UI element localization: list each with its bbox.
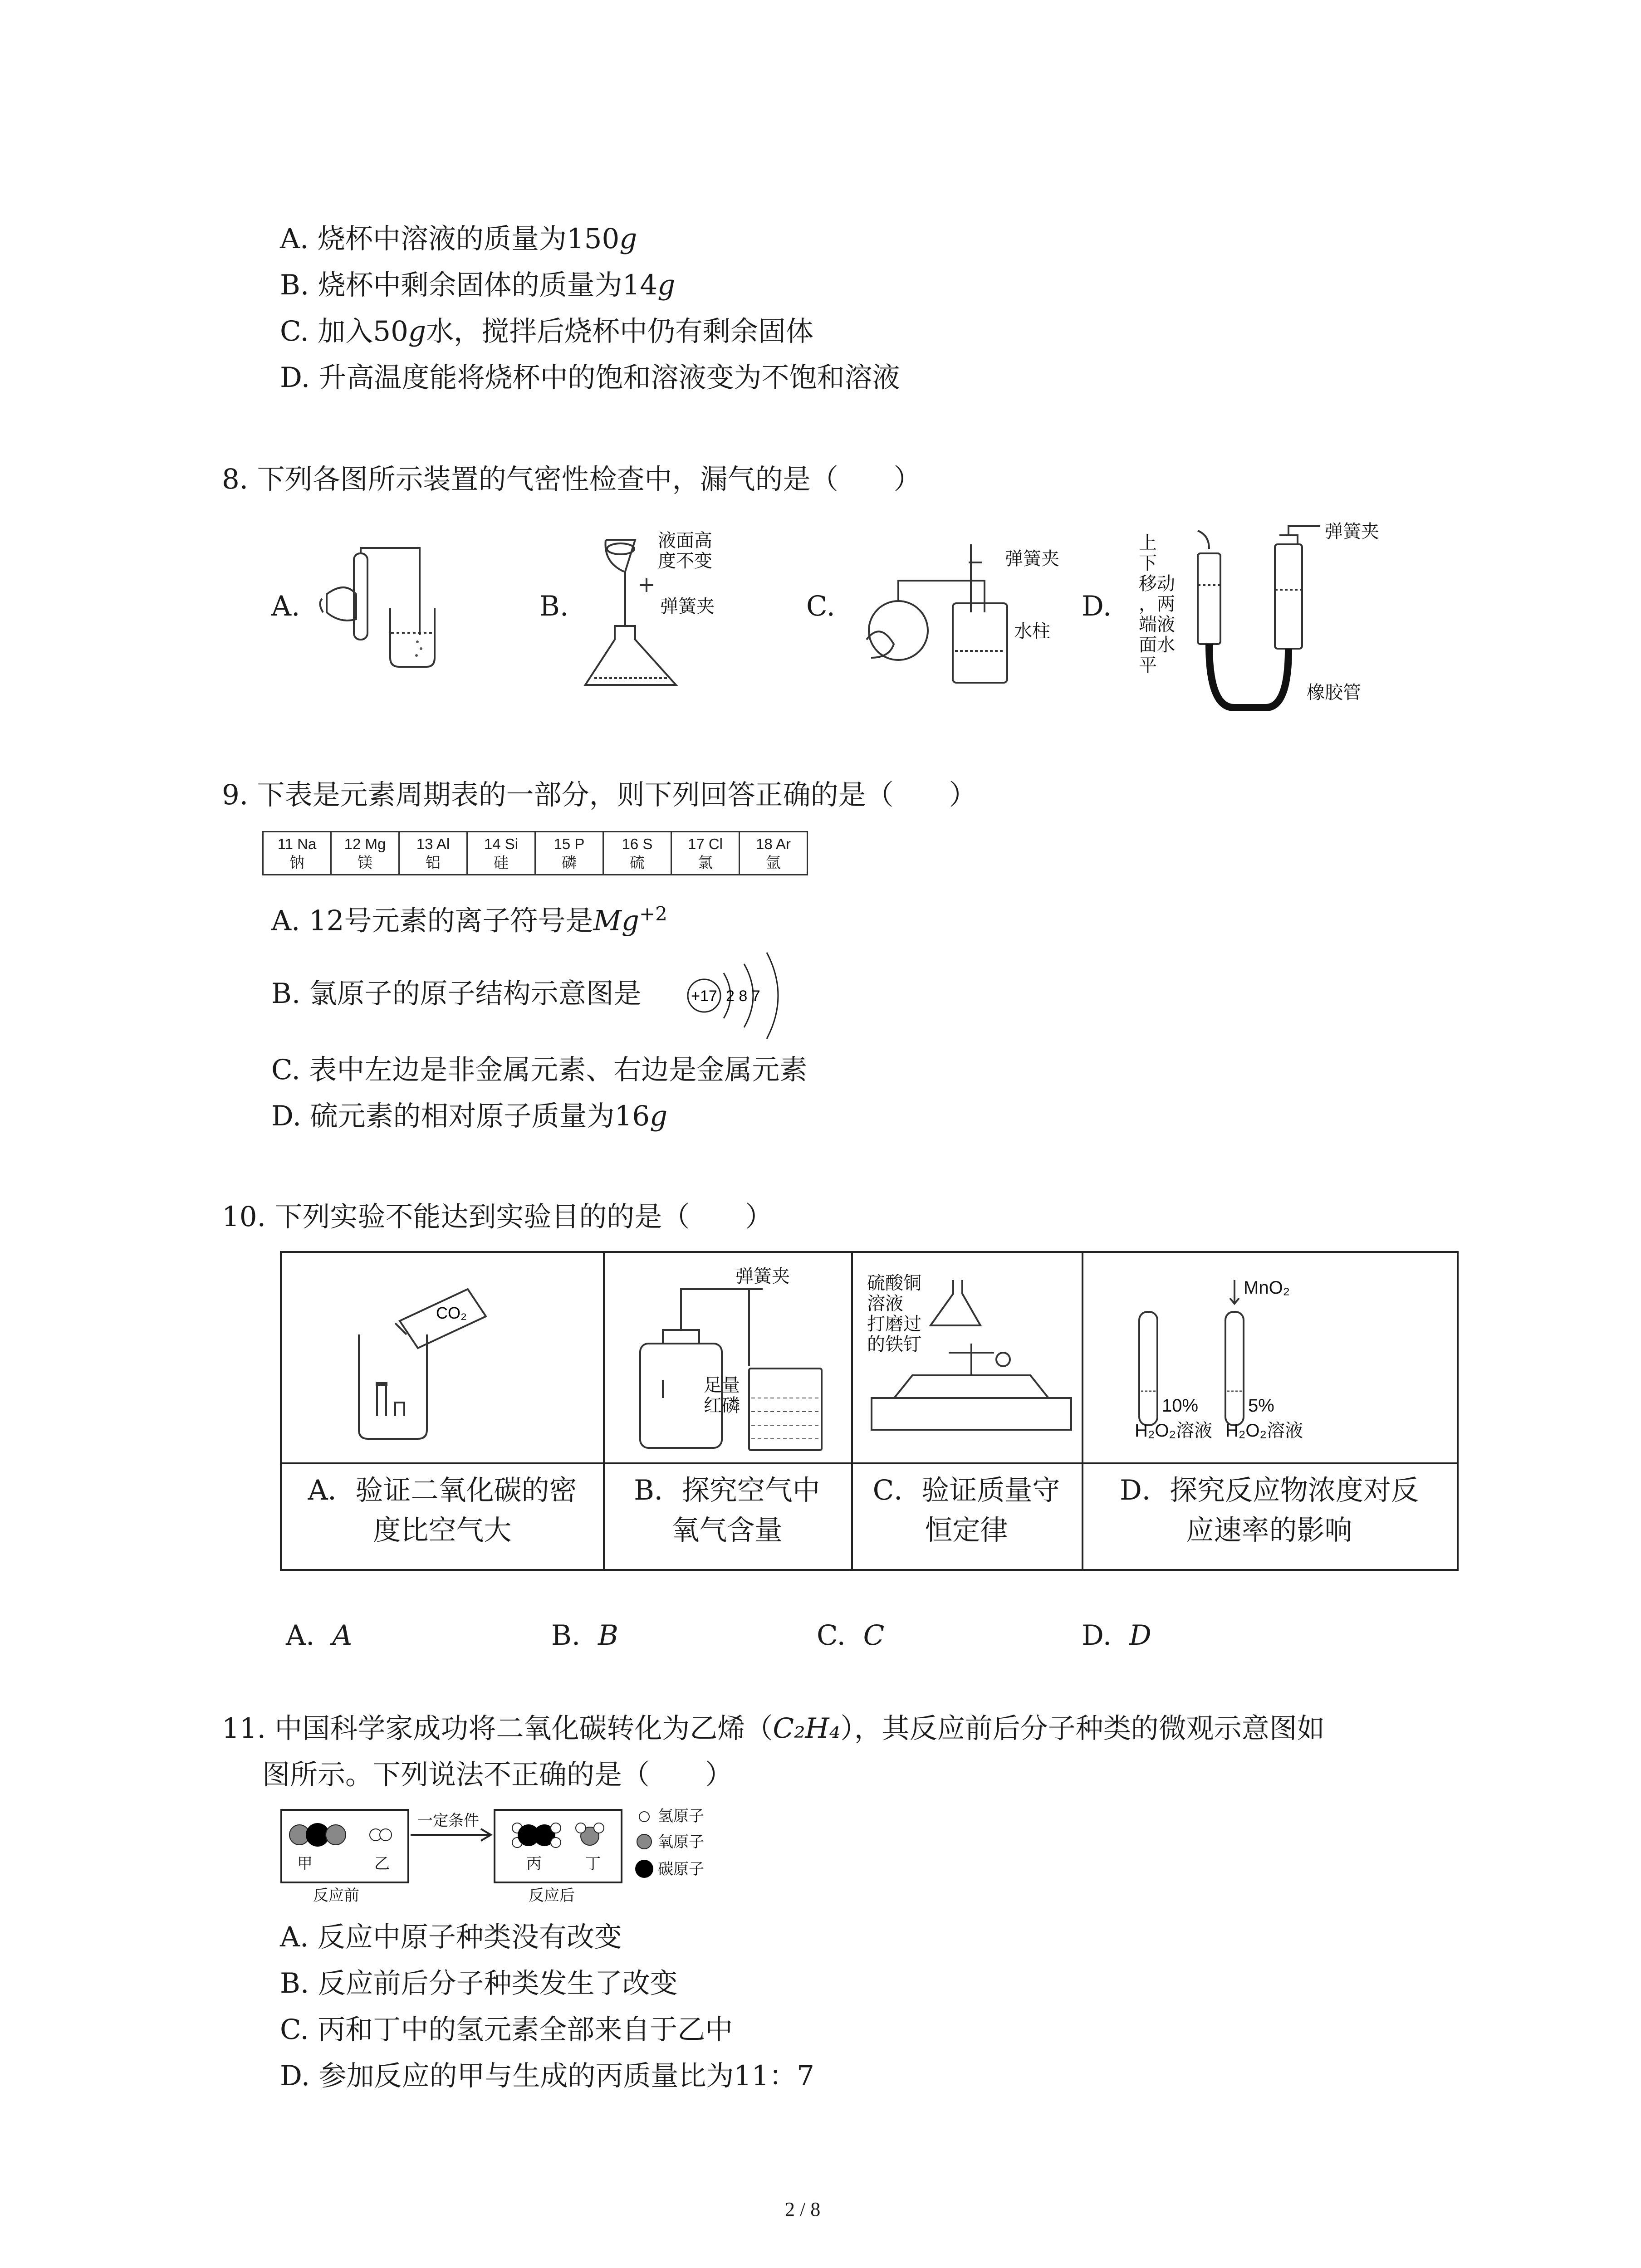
svg-text:反应后: 反应后 [529,1887,575,1904]
q11-option-b: B. 反应前后分子种类发生了改变 [280,1967,678,1999]
q8-figure-c [862,535,1080,699]
svg-text:面水: 面水 [1139,635,1175,655]
q10-cell-b-figure [613,1262,840,1457]
svg-text:弹簧夹: 弹簧夹 [1325,522,1379,542]
svg-text:橡胶管: 橡胶管 [1307,683,1361,703]
svg-text:碳原子: 碳原子 [658,1861,704,1878]
element-cell: 14 Si 硅 [467,832,535,875]
svg-text:移动: 移动 [1139,574,1175,594]
q9-option-b: B. 氯原子的原子结构示意图是 [271,978,642,1010]
q11-reaction-diagram [277,1801,740,1905]
element-cell: 18 Ar 氩 [740,832,808,875]
element-cell: 15 P 磷 [535,832,603,875]
q11-option-a: A. 反应中原子种类没有改变 [280,1921,622,1953]
svg-text:硫酸铜: 硫酸铜 [867,1273,921,1293]
element-cell: 17 Cl 氯 [671,832,740,875]
svg-text:，两: ，两 [1139,594,1175,614]
q8-option-c-label: C. [806,590,835,622]
q8-figure-b [581,522,744,699]
q8-stem: 8. 下列各图所示装置的气密性检查中，漏气的是（ ） [222,463,921,495]
svg-text:水柱: 水柱 [1014,621,1050,641]
q11-option-c: C. 丙和丁中的氢元素全部来自于乙中 [280,2014,733,2046]
svg-text:MnO₂: MnO₂ [1244,1278,1290,1298]
q10-caption-b: B．探究空气中 氧气含量 [634,1474,820,1547]
svg-text:弹簧夹: 弹簧夹 [1005,549,1059,569]
q10-cell-a-figure [350,1280,540,1452]
svg-text:端液: 端液 [1139,615,1175,635]
svg-text:反应前: 反应前 [313,1887,359,1904]
q9-stem: 9. 下表是元素周期表的一部分，则下列回答正确的是（ ） [222,779,977,811]
svg-text:上: 上 [1139,533,1157,553]
periodic-table-fragment [262,831,808,875]
svg-text:的铁钉: 的铁钉 [867,1334,921,1354]
svg-text:乙: 乙 [374,1855,390,1872]
element-cell: 13 Al 铝 [399,832,467,875]
q10-answer-b: B. B [551,1619,618,1652]
q10-answer-c: C. C [817,1619,885,1652]
q8-figure-d [1130,517,1420,726]
q8-option-d-label: D. [1082,590,1112,622]
q9-option-c: C. 表中左边是非金属元素、右边是金属元素 [271,1054,808,1086]
svg-text:氧原子: 氧原子 [658,1833,704,1851]
svg-text:红磷: 红磷 [704,1396,740,1416]
q8-figure-a [313,544,436,680]
svg-text:CO₂: CO₂ [436,1304,467,1322]
svg-text:甲: 甲 [297,1855,313,1872]
q9-option-a: A. 12号元素的离子符号是$Mg^{+2}$ [271,903,667,937]
q10-caption-d: D．探究反应物浓度对反 应速率的影响 [1120,1474,1419,1547]
svg-text:2 8 7: 2 8 7 [726,987,760,1005]
svg-text:10%: 10% [1162,1396,1199,1416]
svg-text:度不变: 度不变 [658,551,712,571]
svg-text:平: 平 [1139,655,1157,675]
svg-text:+17: +17 [691,987,717,1005]
q11-stem-line2: 图所示。下列说法不正确的是（ ） [262,1759,733,1791]
svg-text:弹簧夹: 弹簧夹 [660,596,715,616]
q11-option-d: D. 参加反应的甲与生成的丙质量比为11：7 [280,2060,814,2092]
page-number: 2 / 8 [785,2198,821,2220]
q10-experiment-table [280,1251,1459,1571]
q11-stem-line1: 11. 中国科学家成功将二氧化碳转化为乙烯（C₂H₄），其反应前后分子种类的微观示意图如 [222,1712,1325,1745]
q8-option-b-label: B. [539,590,569,622]
svg-text:氢原子: 氢原子 [658,1808,704,1825]
svg-text:打磨过: 打磨过 [867,1314,921,1334]
svg-text:下: 下 [1139,553,1157,573]
q10-answer-d: D. D [1082,1619,1151,1652]
q7-option-a: A. 烧杯中溶液的质量为150g [280,223,637,255]
svg-text:H₂O₂溶液: H₂O₂溶液 [1225,1421,1303,1441]
q7-option-c: C. 加入50g水，搅拌后烧杯中仍有剩余固体 [280,315,813,347]
q10-answer-a: A. A [286,1619,353,1652]
svg-text:H₂O₂溶液: H₂O₂溶液 [1135,1421,1213,1441]
svg-text:5%: 5% [1248,1396,1274,1416]
element-cell: 12 Mg 镁 [331,832,399,875]
svg-text:一定条件: 一定条件 [417,1812,479,1829]
svg-text:弹簧夹: 弹簧夹 [735,1266,790,1286]
q10-cell-c-figure [858,1262,1076,1457]
q10-cell-d-figure [1121,1276,1402,1452]
element-cell: 11 Na 钠 [263,832,331,875]
q10-caption-a: A．验证二氧化碳的密 度比空气大 [308,1474,577,1547]
svg-text:溶液: 溶液 [867,1294,903,1314]
element-cell: 16 S 硫 [603,832,671,875]
q8-option-a-label: A. [271,590,300,622]
q10-stem: 10. 下列实验不能达到实验目的的是（ ） [222,1201,773,1233]
q7-option-b: B. 烧杯中剩余固体的质量为14g [280,269,676,301]
q9-option-d: D. 硫元素的相对原子质量为16g [271,1100,668,1132]
q10-caption-c: C．验证质量守 恒定律 [872,1474,1060,1547]
svg-text:足量: 足量 [704,1375,740,1395]
svg-text:液面高: 液面高 [658,531,712,551]
chlorine-atom-diagram [681,939,798,1052]
svg-text:丁: 丁 [585,1855,601,1872]
q7-option-d: D. 升高温度能将烧杯中的饱和溶液变为不饱和溶液 [280,362,900,394]
svg-text:丙: 丙 [526,1855,542,1872]
